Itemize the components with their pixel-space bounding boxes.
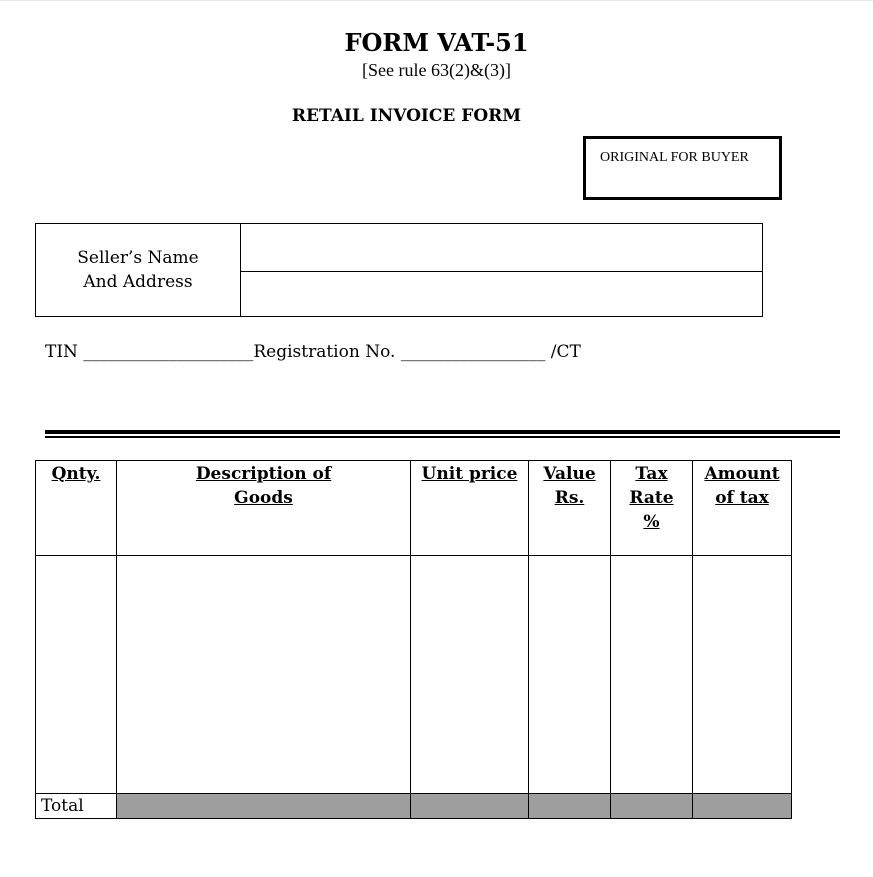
- table-total-row: [36, 794, 792, 819]
- cell-amount-of-tax: [693, 556, 792, 794]
- total-shaded-cell: [693, 794, 792, 819]
- cell-description: [117, 556, 411, 794]
- page-top-border: [0, 0, 873, 1]
- total-shaded-cell: [611, 794, 693, 819]
- separator-thin-line: [45, 436, 840, 438]
- cell-value: [529, 556, 611, 794]
- tin-label: TIN: [45, 342, 78, 362]
- total-label: Total: [36, 794, 117, 819]
- table-header-row: [36, 461, 792, 556]
- col-header-qnty: Qnty.: [36, 461, 117, 556]
- form-title: FORM VAT-51: [344, 28, 529, 57]
- col-header-value: Value Rs.: [529, 461, 611, 556]
- registration-label: Registration No.: [253, 342, 396, 362]
- form-subtitle: RETAIL INVOICE FORM: [291, 106, 522, 126]
- table-body-row: [36, 556, 792, 794]
- tin-registration-row: [45, 342, 581, 362]
- cell-tax-rate: [611, 556, 693, 794]
- col-header-tax-rate: Tax Rate %: [611, 461, 693, 556]
- ct-suffix: /CT: [550, 342, 581, 362]
- cell-qnty: [36, 556, 117, 794]
- rule-reference: [See rule 63(2)&(3)]: [362, 60, 511, 80]
- total-shaded-cell: [411, 794, 529, 819]
- cell-unit-price: [411, 556, 529, 794]
- seller-info-box: [35, 223, 763, 317]
- seller-name-field-divider: [241, 271, 762, 272]
- col-header-amount-of-tax: Amount of tax: [693, 461, 792, 556]
- seller-label: [36, 224, 241, 316]
- total-shaded-cell: [529, 794, 611, 819]
- registration-blank: _________________: [400, 342, 546, 362]
- copy-designation-box: [583, 136, 782, 200]
- col-header-description: Description of Goods: [117, 461, 411, 556]
- total-shaded-cell: [117, 794, 411, 819]
- copy-designation-label: ORIGINAL FOR BUYER: [600, 150, 749, 165]
- tin-blank: ____________________: [83, 342, 254, 362]
- col-header-unit-price: Unit price: [411, 461, 529, 556]
- seller-label-line2: And Address: [83, 272, 193, 292]
- seller-label-line1: Seller’s Name: [77, 248, 199, 268]
- invoice-items-table: [35, 460, 791, 818]
- separator-thick-line: [45, 430, 840, 434]
